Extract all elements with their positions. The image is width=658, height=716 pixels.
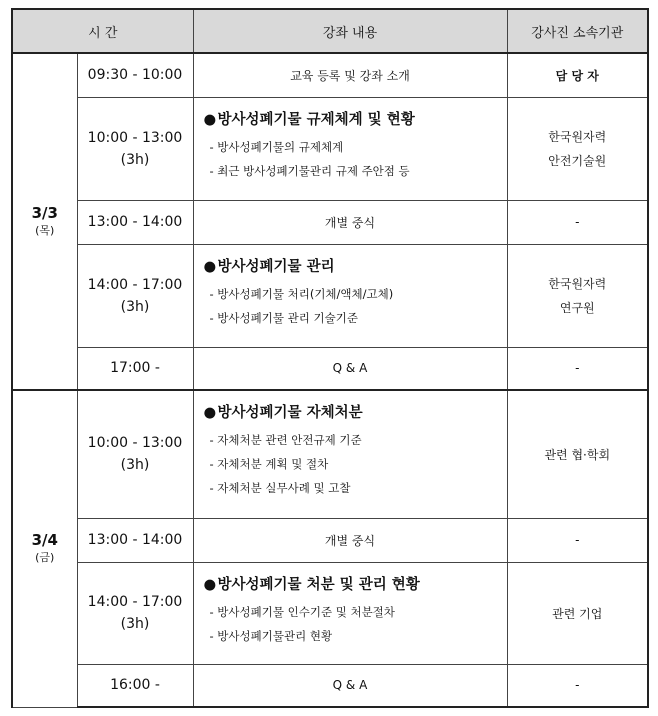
topic-item: - 방사성폐기물 인수기준 및 처분절차 [209, 604, 395, 619]
time-cell: 16:00 - [77, 664, 193, 707]
table-row [12, 518, 648, 562]
topic-item: - 방사성폐기물 처리(기체/액체/고체) [209, 286, 394, 301]
table-row [12, 664, 648, 707]
header-row [12, 9, 648, 53]
header-content: 강좌 내용 [193, 9, 507, 53]
time-cell: 17:00 - [77, 347, 193, 390]
topic-item: - 자체처분 관련 안전규제 기준 [209, 433, 362, 447]
org-cell: - [507, 518, 648, 562]
table-row [12, 562, 648, 664]
time-cell [77, 244, 193, 347]
content-cell: 개별 중식 [193, 518, 507, 562]
time-cell [77, 97, 193, 200]
content-cell [193, 244, 507, 347]
bullet-icon: ● [203, 258, 217, 275]
table-row [12, 347, 648, 390]
org-cell: - [507, 664, 648, 707]
time-range: 14:00 - 17:00 [87, 594, 183, 610]
table-row [12, 200, 648, 244]
topic-item: - 자체처분 실무사례 및 고찰 [209, 481, 351, 495]
org-cell: 담 당 자 [507, 53, 648, 97]
day-weekday: (목) [35, 223, 55, 237]
time-duration: (3h) [120, 457, 150, 474]
time-cell: 13:00 - 14:00 [77, 200, 193, 244]
header-org: 강사진 소속기관 [507, 9, 648, 53]
topic-item: - 방사성폐기물의 규제체계 [209, 139, 344, 154]
bullet-icon: ● [203, 111, 217, 128]
table-row [12, 97, 648, 200]
topic-item: - 최근 방사성폐기물관리 규제 주안점 등 [209, 163, 410, 178]
bullet-icon: ● [203, 405, 217, 421]
content-cell: Q & A [193, 664, 507, 707]
day-weekday: (금) [35, 550, 55, 564]
content-cell [193, 97, 507, 200]
content-cell [193, 562, 507, 664]
content-cell: 교육 등록 및 강좌 소개 [193, 53, 507, 97]
topic-title: ●방사성폐기물 처분 및 관리 현황 [203, 576, 420, 593]
table-row [12, 390, 648, 518]
org-cell: 한국원자력 안전기술원 [507, 97, 648, 200]
bullet-icon: ● [203, 576, 217, 593]
time-range: 10:00 - 13:00 [87, 435, 183, 452]
org-cell: 관련 기업 [507, 562, 648, 664]
header-time: 시 간 [12, 9, 193, 53]
content-cell: 개별 중식 [193, 200, 507, 244]
topic-item: - 자체처분 계획 및 절차 [209, 457, 329, 471]
content-cell [193, 390, 507, 518]
time-cell: 13:00 - 14:00 [77, 518, 193, 562]
org-cell: 한국원자력 연구원 [507, 244, 648, 347]
topic-item: - 방사성폐기물관리 현황 [209, 628, 333, 643]
time-duration: (3h) [120, 298, 150, 315]
day-cell [12, 390, 77, 707]
topic-item: - 방사성폐기물 관리 기술기준 [209, 310, 358, 325]
topic-title: ●방사성폐기물 자체처분 [203, 405, 363, 421]
time-range: 14:00 - 17:00 [87, 276, 183, 293]
time-cell: 09:30 - 10:00 [77, 53, 193, 97]
topic-title: ●방사성폐기물 관리 [203, 258, 335, 275]
time-duration: (3h) [120, 616, 150, 632]
content-cell: Q & A [193, 347, 507, 390]
day-date: 3/4 [31, 530, 58, 549]
schedule-table [11, 8, 649, 708]
day-cell [12, 53, 77, 390]
topic-title: ●방사성폐기물 규제체계 및 현황 [203, 111, 415, 128]
day-date: 3/3 [31, 203, 58, 222]
org-cell: - [507, 200, 648, 244]
time-range: 10:00 - 13:00 [87, 129, 183, 146]
time-cell [77, 390, 193, 518]
org-cell: 관련 협·학회 [507, 390, 648, 518]
table-row [12, 244, 648, 347]
time-cell [77, 562, 193, 664]
table-row [12, 53, 648, 97]
time-duration: (3h) [120, 151, 150, 168]
org-cell: - [507, 347, 648, 390]
